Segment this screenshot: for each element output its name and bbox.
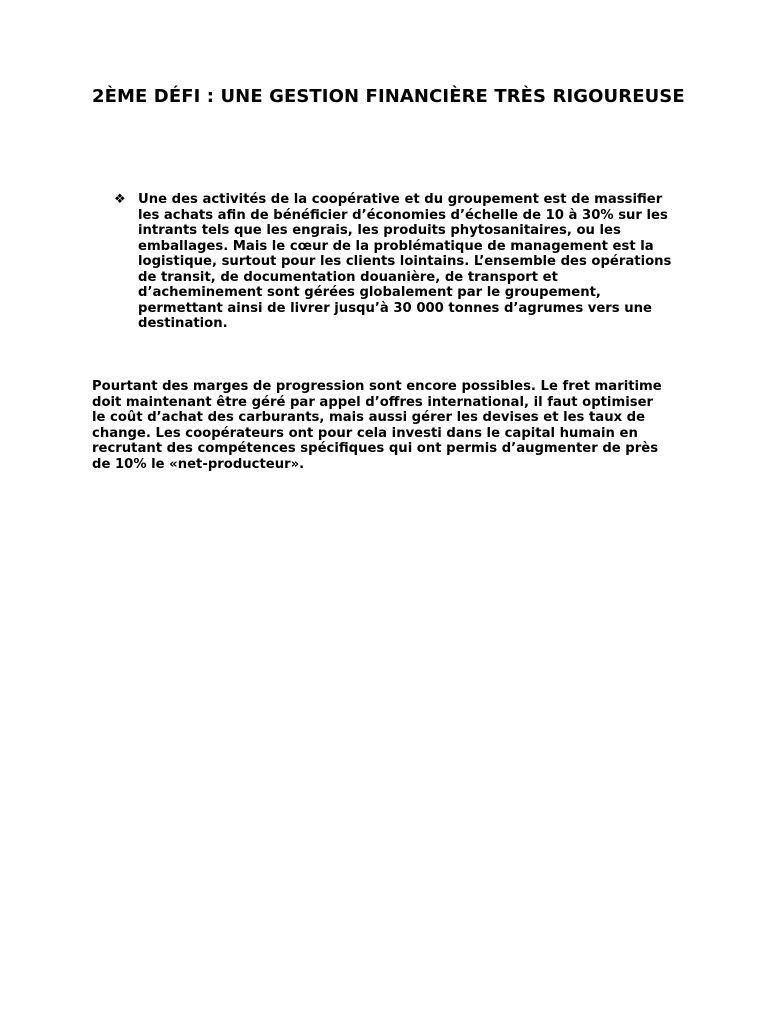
page-title: 2ÈME DÉFI : UNE GESTION FINANCIÈRE TRÈS RIGOUREUSE bbox=[92, 86, 685, 107]
bullet-text: Une des activités de la coopérative et du groupement est de massifier les achats afin de bénéficier d’économies d’échelle de 10 à 30% sur les intrants tels que les engrais, les produits phytosanitaires, ou les emballages. Mais le cœur de la problématique de management est la logistique, surtout pour les clients lointains. L’ensemble des opérations de transit, de documentation douanière, de transport et d’acheminement sont gérées globalement par le groupement, permettant ainsi de livrer jusqu’à 30 000 tonnes d’agrumes vers une destination. bbox=[138, 192, 672, 331]
body-paragraph: Pourtant des marges de progression sont encore possibles. Le fret maritime doit maintenant être géré par appel d’offres international, il faut optimiser le coût d’achat des carburants, mais aussi gérer les devises et les taux de change. Les coopérateurs ont pour cela investi dans le capital humain en recrutant des compétences spécifiques qui ont permis d’augmenter de près de 10% le «net-producteur». bbox=[92, 379, 662, 472]
diamond-bullet-icon: ❖ bbox=[114, 192, 126, 207]
